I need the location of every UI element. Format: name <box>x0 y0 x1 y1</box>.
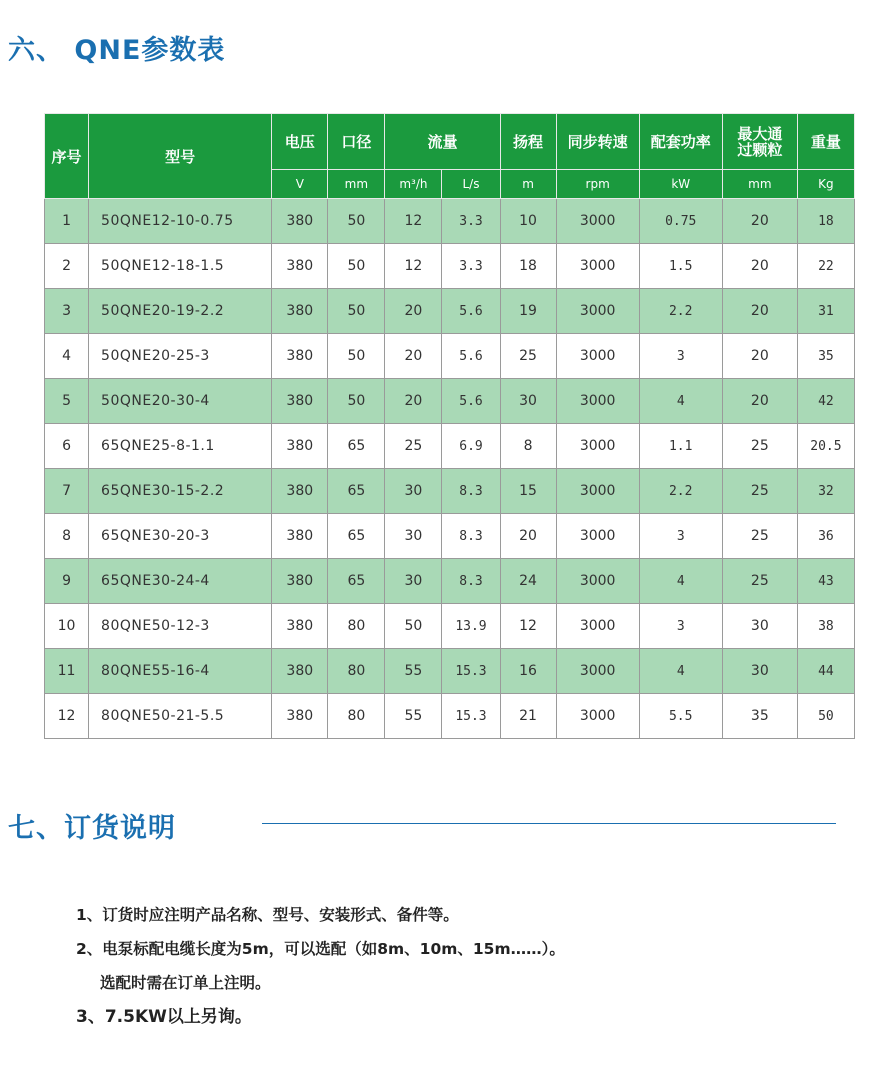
table-row <box>45 559 855 604</box>
cell-weight: 36 <box>797 514 854 559</box>
header-power: 配套功率 <box>639 114 722 170</box>
cell-model: 50QNE20-25-3 <box>89 334 272 379</box>
cell-max-pass: 20 <box>722 244 797 289</box>
cell-power: 3 <box>639 334 722 379</box>
cell-seq: 6 <box>45 424 89 469</box>
cell-flow-ls: 6.9 <box>442 424 500 469</box>
cell-head: 10 <box>500 199 556 244</box>
cell-head: 30 <box>500 379 556 424</box>
cell-max-pass: 20 <box>722 334 797 379</box>
cell-caliber: 80 <box>328 604 385 649</box>
table-row <box>45 649 855 694</box>
header-weight: 重量 <box>797 114 854 170</box>
cell-max-pass: 25 <box>722 424 797 469</box>
cell-weight: 44 <box>797 649 854 694</box>
cell-weight: 35 <box>797 334 854 379</box>
cell-speed: 3000 <box>556 379 639 424</box>
cell-weight: 31 <box>797 289 854 334</box>
cell-flow-m3h: 55 <box>385 694 442 739</box>
cell-seq: 12 <box>45 694 89 739</box>
cell-model: 65QNE30-24-4 <box>89 559 272 604</box>
cell-model: 65QNE25-8-1.1 <box>89 424 272 469</box>
cell-flow-m3h: 25 <box>385 424 442 469</box>
cell-voltage: 380 <box>272 244 328 289</box>
order-notes <box>76 898 565 1034</box>
cell-weight: 32 <box>797 469 854 514</box>
cell-caliber: 65 <box>328 514 385 559</box>
cell-flow-ls: 5.6 <box>442 289 500 334</box>
cell-seq: 11 <box>45 649 89 694</box>
unit-speed: rpm <box>556 170 639 199</box>
cell-flow-m3h: 20 <box>385 379 442 424</box>
cell-caliber: 50 <box>328 289 385 334</box>
cell-caliber: 65 <box>328 559 385 604</box>
header-head: 扬程 <box>500 114 556 170</box>
cell-power: 4 <box>639 649 722 694</box>
cell-max-pass: 20 <box>722 199 797 244</box>
cell-speed: 3000 <box>556 469 639 514</box>
cell-caliber: 80 <box>328 649 385 694</box>
cell-model: 50QNE20-19-2.2 <box>89 289 272 334</box>
cell-flow-ls: 5.6 <box>442 334 500 379</box>
note-3: 3、7.5KW以上另询。 <box>76 1007 252 1027</box>
cell-model: 50QNE20-30-4 <box>89 379 272 424</box>
header-max-pass-line1: 最大通 <box>737 124 783 143</box>
table-row <box>45 244 855 289</box>
table-row <box>45 604 855 649</box>
cell-power: 4 <box>639 559 722 604</box>
cell-power: 3 <box>639 604 722 649</box>
cell-flow-ls: 3.3 <box>442 244 500 289</box>
cell-model: 50QNE12-10-0.75 <box>89 199 272 244</box>
cell-speed: 3000 <box>556 334 639 379</box>
cell-model: 65QNE30-20-3 <box>89 514 272 559</box>
section-6-title: 六、 QNE参数表 <box>8 35 226 66</box>
cell-voltage: 380 <box>272 469 328 514</box>
cell-model: 80QNE55-16-4 <box>89 649 272 694</box>
cell-max-pass: 30 <box>722 604 797 649</box>
cell-caliber: 65 <box>328 469 385 514</box>
cell-flow-m3h: 20 <box>385 289 442 334</box>
table-row <box>45 514 855 559</box>
table-row <box>45 469 855 514</box>
cell-flow-m3h: 12 <box>385 244 442 289</box>
cell-power: 2.2 <box>639 289 722 334</box>
cell-power: 0.75 <box>639 199 722 244</box>
cell-head: 21 <box>500 694 556 739</box>
section-7-divider <box>262 823 836 824</box>
cell-caliber: 50 <box>328 379 385 424</box>
cell-weight: 50 <box>797 694 854 739</box>
cell-head: 24 <box>500 559 556 604</box>
cell-seq: 7 <box>45 469 89 514</box>
unit-caliber: mm <box>328 170 385 199</box>
cell-model: 65QNE30-15-2.2 <box>89 469 272 514</box>
cell-head: 16 <box>500 649 556 694</box>
cell-caliber: 80 <box>328 694 385 739</box>
cell-caliber: 50 <box>328 244 385 289</box>
header-max-pass-line2: 过颗粒 <box>737 140 783 159</box>
cell-head: 25 <box>500 334 556 379</box>
qne-parameter-table <box>44 113 855 739</box>
cell-flow-ls: 15.3 <box>442 694 500 739</box>
cell-model: 50QNE12-18-1.5 <box>89 244 272 289</box>
note-2: 2、电泵标配电缆长度为5m，可以选配（如8m、10m、15m……）。 <box>76 940 565 958</box>
cell-flow-ls: 13.9 <box>442 604 500 649</box>
cell-weight: 42 <box>797 379 854 424</box>
cell-weight: 18 <box>797 199 854 244</box>
cell-voltage: 380 <box>272 424 328 469</box>
cell-flow-m3h: 30 <box>385 559 442 604</box>
cell-model: 80QNE50-12-3 <box>89 604 272 649</box>
table-row <box>45 694 855 739</box>
cell-flow-m3h: 20 <box>385 334 442 379</box>
unit-weight: Kg <box>797 170 854 199</box>
table-row <box>45 424 855 469</box>
unit-flow-m3h: m³/h <box>385 170 442 199</box>
cell-weight: 22 <box>797 244 854 289</box>
cell-flow-m3h: 12 <box>385 199 442 244</box>
cell-voltage: 380 <box>272 289 328 334</box>
cell-power: 1.5 <box>639 244 722 289</box>
cell-voltage: 380 <box>272 379 328 424</box>
cell-speed: 3000 <box>556 514 639 559</box>
cell-max-pass: 20 <box>722 289 797 334</box>
unit-head: m <box>500 170 556 199</box>
header-speed: 同步转速 <box>556 114 639 170</box>
unit-max-pass: mm <box>722 170 797 199</box>
cell-voltage: 380 <box>272 604 328 649</box>
table-row <box>45 289 855 334</box>
cell-power: 2.2 <box>639 469 722 514</box>
section-7-title: 七、订货说明 <box>8 813 176 844</box>
cell-head: 15 <box>500 469 556 514</box>
table-body <box>45 199 855 739</box>
header-model: 型号 <box>89 114 272 199</box>
cell-head: 18 <box>500 244 556 289</box>
cell-max-pass: 25 <box>722 514 797 559</box>
cell-seq: 10 <box>45 604 89 649</box>
cell-head: 19 <box>500 289 556 334</box>
cell-speed: 3000 <box>556 199 639 244</box>
cell-seq: 4 <box>45 334 89 379</box>
cell-voltage: 380 <box>272 649 328 694</box>
cell-weight: 43 <box>797 559 854 604</box>
cell-max-pass: 25 <box>722 469 797 514</box>
cell-caliber: 65 <box>328 424 385 469</box>
cell-power: 4 <box>639 379 722 424</box>
note-2-continued: 选配时需在订单上注明。 <box>100 974 271 992</box>
cell-flow-ls: 8.3 <box>442 514 500 559</box>
cell-max-pass: 20 <box>722 379 797 424</box>
cell-speed: 3000 <box>556 559 639 604</box>
cell-speed: 3000 <box>556 289 639 334</box>
cell-seq: 2 <box>45 244 89 289</box>
cell-flow-ls: 8.3 <box>442 469 500 514</box>
header-seq: 序号 <box>45 114 89 199</box>
header-max-pass <box>722 114 797 170</box>
unit-flow-ls: L/s <box>442 170 500 199</box>
cell-voltage: 380 <box>272 334 328 379</box>
header-voltage: 电压 <box>272 114 328 170</box>
cell-flow-m3h: 55 <box>385 649 442 694</box>
cell-speed: 3000 <box>556 604 639 649</box>
cell-weight: 38 <box>797 604 854 649</box>
cell-flow-ls: 3.3 <box>442 199 500 244</box>
cell-voltage: 380 <box>272 694 328 739</box>
cell-speed: 3000 <box>556 694 639 739</box>
cell-weight: 20.5 <box>797 424 854 469</box>
cell-max-pass: 35 <box>722 694 797 739</box>
cell-head: 12 <box>500 604 556 649</box>
cell-max-pass: 30 <box>722 649 797 694</box>
cell-voltage: 380 <box>272 199 328 244</box>
table-row <box>45 379 855 424</box>
cell-power: 5.5 <box>639 694 722 739</box>
cell-speed: 3000 <box>556 424 639 469</box>
unit-voltage: V <box>272 170 328 199</box>
cell-speed: 3000 <box>556 244 639 289</box>
note-1: 1、订货时应注明产品名称、型号、安装形式、备件等。 <box>76 906 459 924</box>
cell-power: 1.1 <box>639 424 722 469</box>
cell-seq: 1 <box>45 199 89 244</box>
cell-voltage: 380 <box>272 559 328 604</box>
cell-seq: 3 <box>45 289 89 334</box>
cell-voltage: 380 <box>272 514 328 559</box>
cell-head: 20 <box>500 514 556 559</box>
cell-head: 8 <box>500 424 556 469</box>
cell-max-pass: 25 <box>722 559 797 604</box>
header-caliber: 口径 <box>328 114 385 170</box>
table-row <box>45 199 855 244</box>
cell-caliber: 50 <box>328 334 385 379</box>
cell-seq: 8 <box>45 514 89 559</box>
cell-seq: 5 <box>45 379 89 424</box>
cell-caliber: 50 <box>328 199 385 244</box>
cell-seq: 9 <box>45 559 89 604</box>
table-header-row <box>45 114 855 170</box>
header-flow: 流量 <box>385 114 500 170</box>
cell-flow-m3h: 30 <box>385 469 442 514</box>
cell-speed: 3000 <box>556 649 639 694</box>
cell-model: 80QNE50-21-5.5 <box>89 694 272 739</box>
unit-power: kW <box>639 170 722 199</box>
cell-flow-ls: 5.6 <box>442 379 500 424</box>
cell-power: 3 <box>639 514 722 559</box>
cell-flow-m3h: 30 <box>385 514 442 559</box>
cell-flow-ls: 8.3 <box>442 559 500 604</box>
cell-flow-ls: 15.3 <box>442 649 500 694</box>
cell-flow-m3h: 50 <box>385 604 442 649</box>
table-row <box>45 334 855 379</box>
